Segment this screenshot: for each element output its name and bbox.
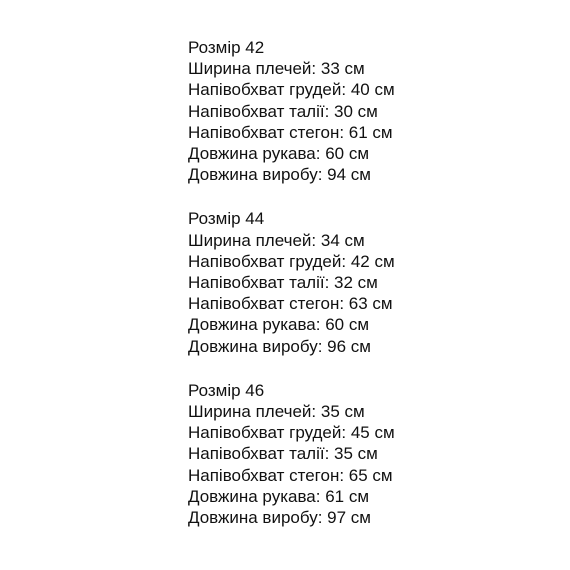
half-chest: Напівобхват грудей: 40 см xyxy=(188,80,395,100)
half-hips: Напівобхват стегон: 61 см xyxy=(188,122,393,142)
half-waist: Напівобхват талії: 35 см xyxy=(188,444,378,464)
shoulder-width: Ширина плечей: 35 см xyxy=(188,402,365,422)
half-hips: Напівобхват стегон: 63 см xyxy=(188,294,393,314)
size-heading: Розмір 46 xyxy=(188,380,265,400)
half-chest: Напівобхват грудей: 45 см xyxy=(188,423,395,443)
size-heading: Розмір 42 xyxy=(188,38,265,57)
size-heading: Розмір 44 xyxy=(188,209,265,229)
size-block-42 xyxy=(188,37,548,185)
half-waist: Напівобхват талії: 32 см xyxy=(188,273,378,293)
half-waist: Напівобхват талії: 30 см xyxy=(188,101,378,121)
garment-length: Довжина виробу: 97 см xyxy=(188,508,371,528)
half-hips: Напівобхват стегон: 65 см xyxy=(188,465,393,485)
size-block-44 xyxy=(188,208,548,356)
size-block-46 xyxy=(188,380,548,528)
shoulder-width: Ширина плечей: 33 см xyxy=(188,59,365,79)
size-chart xyxy=(188,37,548,528)
garment-length: Довжина виробу: 94 см xyxy=(188,165,371,185)
shoulder-width: Ширина плечей: 34 см xyxy=(188,230,365,250)
half-chest: Напівобхват грудей: 42 см xyxy=(188,251,395,271)
garment-length: Довжина виробу: 96 см xyxy=(188,336,371,356)
sleeve-length: Довжина рукава: 60 см xyxy=(188,144,370,164)
sleeve-length: Довжина рукава: 61 см xyxy=(188,486,370,506)
sleeve-length: Довжина рукава: 60 см xyxy=(188,315,370,335)
